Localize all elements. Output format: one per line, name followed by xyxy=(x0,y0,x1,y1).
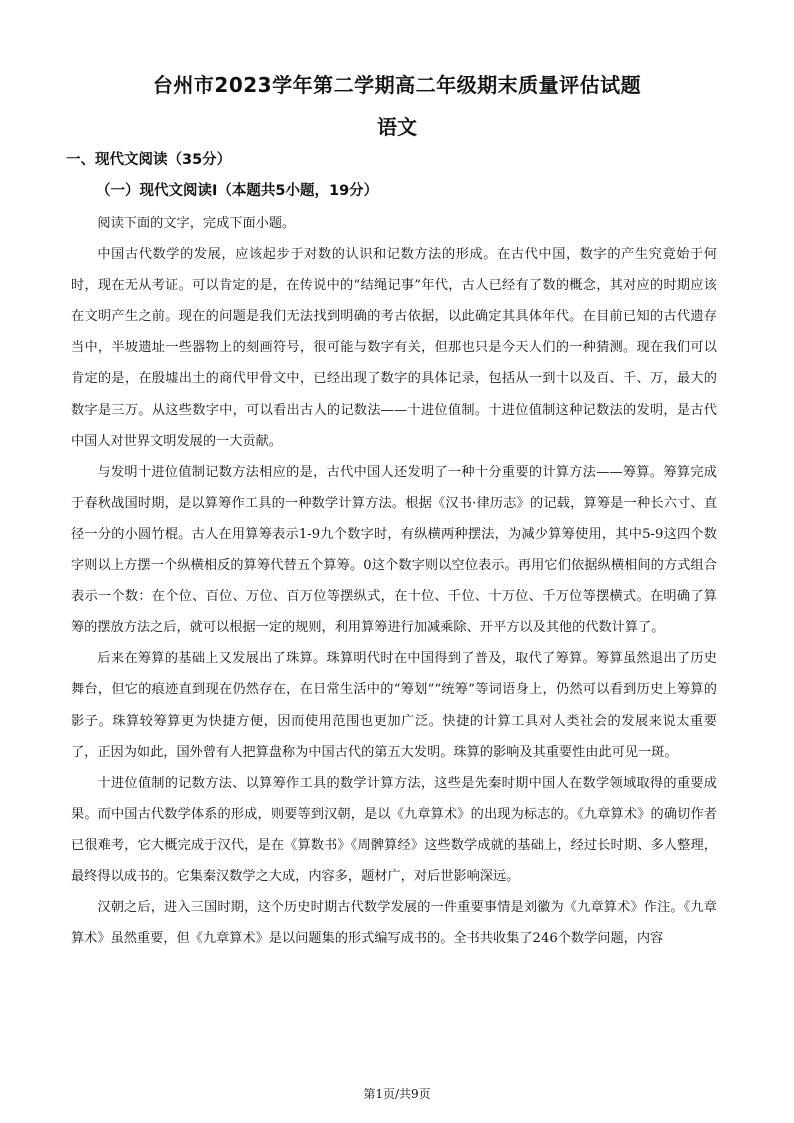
instruction-text: 阅读下面的文字，完成下面小题。 xyxy=(97,216,296,231)
exam-title: 台州市2023学年第二学期高二年级期末质量评估试题 xyxy=(152,73,642,97)
section-heading: 一、现代文阅读（35分） xyxy=(66,152,232,168)
passage-paragraph-2: 与发明十进位值制记数方法相应的是，古代中国人还发明了一种十分重要的计算方法——筹算。筹算完成于春秋战国时期，是以算筹作工具的一种数学计算方法。根据《汉书·律历志》的记载，算筹是一种长六寸、直径一分的小圆竹棍。古人在用算筹表示1-9九个数字时，有纵横两种摆法，为减少算筹使用，其中5-9这四个数字则以上方摆一个纵横相反的算筹代替五个算筹。0这个数字则以空位表示。再用它们依据纵横相间的方式组合表示一个数：在个位、百位、万位、百万位等摆纵式，在十位、千位、十万位、千万位等摆横式。在明确了算筹的摆放方法之后，就可以根据一定的规则，利用算筹进行加减乘除、开平方以及其他的代数计算了。 xyxy=(71,464,717,636)
page-number-footer: 第1页/共9页 xyxy=(363,1087,431,1101)
subject-title: 语文 xyxy=(377,115,417,139)
passage-paragraph-5: 汉朝之后，进入三国时期，这个历史时期古代数学发展的一件重要事情是刘徽为《九章算术》作注。《九章算术》虽然重要，但《九章算术》是以问题集的形式编写成书的。全书共收集了246个数学问题，内容 xyxy=(71,900,717,947)
passage-paragraph-1: 中国古代数学的发展，应该起步于对数的认识和记数方法的形成。在古代中国，数字的产生究竟始于何时，现在无从考证。可以肯定的是，在传说中的“结绳记事”年代，古人已经有了数的概念，其对应的时期应该在文明产生之前。现在的问题是我们无法找到明确的考古依据，以此确定其具体年代。在目前已知的古代遗存当中，半坡遗址一些器物上的刻画符号，很可能与数字有关，但那也只是今天人们的一种猜测。现在我们可以肯定的是，在殷墟出土的商代甲骨文中，已经出现了数字的具体记录，包括从一到十以及百、千、万，最大的数字是三万。从这些数字中，可以看出古人的记数法——十进位值制。十进位值制这种记数法的发明，是古代中国人对世界文明发展的一大贡献。 xyxy=(71,247,717,449)
sub-section-heading: （一）现代文阅读Ⅰ（本题共5小题，19分） xyxy=(96,183,379,199)
passage-paragraph-3: 后来在筹算的基础上又发展出了珠算。珠算明代时在中国得到了普及，取代了筹算。筹算虽然退出了历史舞台，但它的痕迹直到现在仍然存在，在日常生活中的“筹划”“统筹”等词语身上，仍然可以看到历史上筹算的影子。珠算较筹算更为快捷方便，因而使用范围也更加广泛。快捷的计算工具对人类社会的发展来说太重要了，正因为如此，国外曾有人把算盘称为中国古代的第五大发明。珠算的影响及其重要性由此可见一斑。 xyxy=(71,651,717,760)
reading-passage xyxy=(71,208,717,954)
passage-paragraph-4: 十进位值制的记数方法、以算筹作工具的数学计算方法，这些是先秦时期中国人在数学领域取得的重要成果。而中国古代数学体系的形成，则要等到汉朝，是以《九章算术》的出现为标志的。《九章算术》的确切作者已很难考，它大概完成于汉代，是在《算数书》《周髀算经》这些数学成就的基础上，经过长时期、多人整理，最终得以成书的。它集秦汉数学之大成，内容多，题材广，对后世影响深远。 xyxy=(71,775,717,884)
